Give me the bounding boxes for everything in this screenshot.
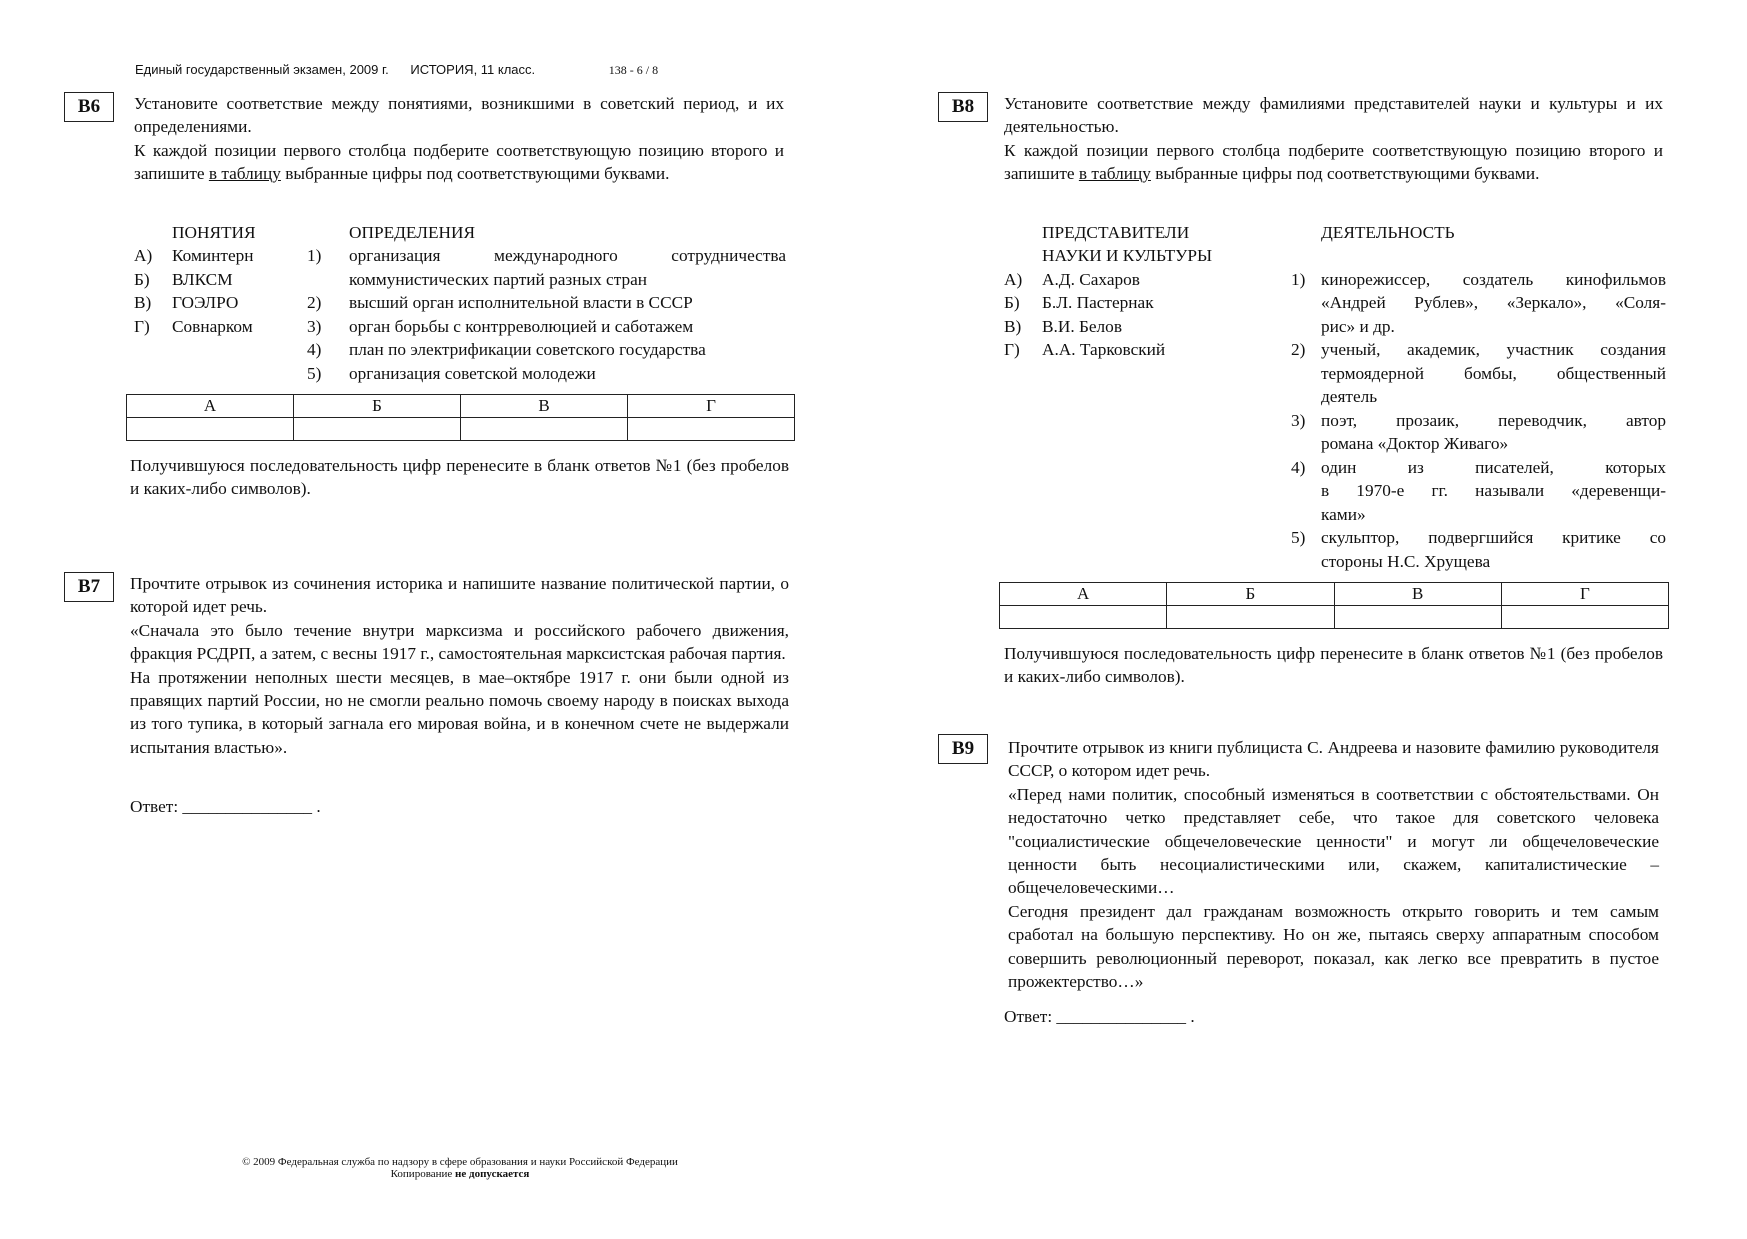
b8-col2-header: ДЕЯТЕЛЬНОСТЬ xyxy=(1321,223,1455,242)
task-badge-b6: В6 xyxy=(64,92,114,122)
task-badge-b7: В7 xyxy=(64,572,114,602)
b8-right-line: рис» и др. xyxy=(1321,317,1395,336)
footer-copy-notice xyxy=(190,1168,730,1180)
table-header-cell: Б xyxy=(1167,583,1334,606)
b6-col1-header: ПОНЯТИЯ xyxy=(172,223,256,242)
b8-instr-link: в таблицу xyxy=(1078,164,1151,184)
answer-cell[interactable] xyxy=(461,418,628,441)
task-badge-b8: В8 xyxy=(938,92,988,122)
b6-col2-header: ОПРЕДЕЛЕНИЯ xyxy=(349,223,476,242)
table-header-cell: А xyxy=(1000,583,1167,606)
b8-left-letter: А) xyxy=(1004,270,1023,289)
footer-notice-bold: не допускается xyxy=(455,1168,530,1180)
b6-left-letter: А) xyxy=(134,246,153,265)
table-answer-row xyxy=(127,418,795,441)
b6-left-letter: Б) xyxy=(134,270,150,289)
b6-right-num: 3) xyxy=(307,317,322,336)
page-footer xyxy=(190,1156,730,1180)
b8-right-line: ученый, академик, участник создания xyxy=(1321,340,1666,359)
page-header xyxy=(135,62,658,78)
b6-right-def: организация международного сотрудничества xyxy=(349,246,786,265)
b7-text xyxy=(130,572,789,759)
b6-right-def-cont: коммунистических партий разных стран xyxy=(349,270,648,289)
b8-right-line: один из писателей, которых xyxy=(1321,458,1666,477)
b6-instruction-line1: Установите соответствие между понятиями, возникшими в советский период, и их определениями. xyxy=(134,94,784,137)
b8-right-line: ками» xyxy=(1321,505,1366,524)
answer-cell[interactable] xyxy=(1167,606,1334,629)
b8-right-line: кинорежиссер, создатель кинофильмов xyxy=(1321,270,1666,289)
b8-right-num: 2) xyxy=(1291,340,1306,359)
b8-right-line: в 1970-е гг. называли «деревенщи- xyxy=(1321,481,1666,500)
table-answer-row xyxy=(1000,606,1669,629)
answer-cell[interactable] xyxy=(294,418,461,441)
b6-right-num: 1) xyxy=(307,246,322,265)
footer-copyright: © 2009 Федеральная служба по надзору в сфере образования и науки Российской Федерации xyxy=(242,1156,678,1168)
b8-right-num: 4) xyxy=(1291,458,1306,477)
table-header-cell: Б xyxy=(294,395,461,418)
task-badge-b9: В9 xyxy=(938,734,988,764)
b6-left-letter: Г) xyxy=(134,317,150,336)
answer-cell[interactable] xyxy=(1334,606,1501,629)
b8-right-num: 3) xyxy=(1291,411,1306,430)
b6-transfer-note: Получившуюся последовательность цифр перенесите в бланк ответов №1 (без пробелов и каких-либо символов). xyxy=(130,456,789,499)
b8-right-line: романа «Доктор Живаго» xyxy=(1321,434,1509,453)
b6-instruction xyxy=(134,92,784,186)
b8-left-letter: В) xyxy=(1004,317,1022,336)
b7-paragraph: Прочтите отрывок из сочинения историка и напишите название политической партии, о которой идет речь. xyxy=(130,574,789,617)
b9-paragraph: «Перед нами политик, способный изменяться в соответствии с обстоятельствами. Он недостаточно четко представляет себе, что такое для советского человека "социалистические общечеловеческие ценности" и могут ли общечеловеческие ценности быть несоциалистическими или, скажем, капиталистические – общечеловеческими… xyxy=(1008,784,1659,898)
b6-right-num: 4) xyxy=(307,340,322,359)
b8-right-line: стороны Н.С. Хрущева xyxy=(1321,552,1491,571)
table-header-cell: Г xyxy=(1501,583,1668,606)
b6-left-letter: В) xyxy=(134,293,152,312)
table-header-cell: Г xyxy=(628,395,795,418)
b6-left-term: ВЛКСМ xyxy=(172,270,233,289)
b7-paragraph: На протяжении неполных шести месяцев, в мае–октябре 1917 г. они были одной из правящих партий России, но не смогли реально помочь своему народу в поисках выхода из того тупика, в который загнала его мировая война, и в конечном счете не выдержали испытания властью». xyxy=(130,667,789,757)
b9-paragraph: Сегодня президент дал гражданам возможность открыто говорить и тем самым сработал на большую перспективу. Но он же, пытаясь сверху аппаратным способом совершить революционный переворот, показал, как легко все превратить в пустое прожектерство…» xyxy=(1008,901,1659,992)
b6-right-def: план по электрификации советского государства xyxy=(349,340,706,359)
b8-left-letter: Г) xyxy=(1004,340,1020,359)
b6-instr-link: в таблицу xyxy=(208,164,281,184)
b7-answer-line[interactable]: Ответ: _______________ . xyxy=(130,797,321,816)
b6-instr-part1: К каждой позиции первого столбца подберите соответствующую позицию второго и запишите xyxy=(134,140,784,184)
b8-left-name: В.И. Белов xyxy=(1042,317,1122,336)
table-header-cell: А xyxy=(127,395,294,418)
b8-instr-part2: выбранные цифры под соответствующими буквами. xyxy=(1150,164,1540,184)
b6-right-num: 2) xyxy=(307,293,322,312)
b8-left-letter: Б) xyxy=(1004,293,1020,312)
exam-title: Единый государственный экзамен, 2009 г. xyxy=(135,62,389,77)
b6-answer-table xyxy=(126,394,795,441)
b8-instruction xyxy=(1004,92,1663,186)
b8-right-line: поэт, прозаик, переводчик, автор xyxy=(1321,411,1666,430)
answer-cell[interactable] xyxy=(628,418,795,441)
b8-right-line: скульптор, подвергшийся критике со xyxy=(1321,528,1666,547)
b8-right-num: 1) xyxy=(1291,270,1306,289)
b8-instruction-line2 xyxy=(1004,139,1663,186)
subject: ИСТОРИЯ, 11 класс. xyxy=(410,62,536,77)
b8-right-num: 5) xyxy=(1291,528,1306,547)
b8-right-line: «Андрей Рублев», «Зеркало», «Соля- xyxy=(1321,293,1666,312)
b7-paragraph: «Сначала это было течение внутри марксизма и российского рабочего движения, фракция РСДРП, а затем, с весны 1917 г., самостоятельная марксистская рабочая партия. xyxy=(130,620,789,664)
b9-answer-line[interactable]: Ответ: _______________ . xyxy=(1004,1007,1195,1026)
b8-instruction-line1: Установите соответствие между фамилиями представителей науки и культуры и их деятельностью. xyxy=(1004,94,1663,137)
footer-notice-text: Копирование xyxy=(390,1168,456,1180)
b6-instr-part2: выбранные цифры под соответствующими буквами. xyxy=(280,164,670,184)
b6-right-def: высший орган исполнительной власти в СССР xyxy=(349,293,693,312)
b6-right-def: организация советской молодежи xyxy=(349,364,596,383)
b8-transfer-note: Получившуюся последовательность цифр перенесите в бланк ответов №1 (без пробелов и каких-либо символов). xyxy=(1004,644,1663,687)
b6-instruction-line2 xyxy=(134,139,784,186)
b8-left-name: А.А. Тарковский xyxy=(1042,340,1166,359)
b8-right-line: термоядерной бомбы, общественный xyxy=(1321,364,1666,383)
b8-col1-header-cont: НАУКИ И КУЛЬТУРЫ xyxy=(1042,246,1213,265)
b8-col1-header: ПРЕДСТАВИТЕЛИ xyxy=(1042,223,1190,242)
answer-cell[interactable] xyxy=(1000,606,1167,629)
b6-left-term: Коминтерн xyxy=(172,246,254,265)
b6-right-num: 5) xyxy=(307,364,322,383)
b8-instr-part1: К каждой позиции первого столбца подберите соответствующую позицию второго и запишите xyxy=(1004,140,1663,184)
b9-text xyxy=(1008,736,1659,993)
answer-cell[interactable] xyxy=(127,418,294,441)
b6-right-def: орган борьбы с контрреволюцией и саботажем xyxy=(349,317,694,336)
b6-left-term: ГОЭЛРО xyxy=(172,293,239,312)
b8-right-line: деятель xyxy=(1321,387,1378,406)
table-header-cell: В xyxy=(1334,583,1501,606)
table-header-row xyxy=(1000,583,1669,606)
b8-left-name: А.Д. Сахаров xyxy=(1042,270,1140,289)
b9-paragraph: Прочтите отрывок из книги публициста С. Андреева и назовите фамилию руководителя СССР, о котором идет речь. xyxy=(1008,738,1659,781)
answer-cell[interactable] xyxy=(1501,606,1668,629)
b6-left-term: Совнарком xyxy=(172,317,253,336)
b8-left-name: Б.Л. Пастернак xyxy=(1042,293,1154,312)
table-header-row xyxy=(127,395,795,418)
b8-answer-table xyxy=(999,582,1669,629)
table-header-cell: В xyxy=(461,395,628,418)
page-number: 138 - 6 / 8 xyxy=(608,63,659,77)
